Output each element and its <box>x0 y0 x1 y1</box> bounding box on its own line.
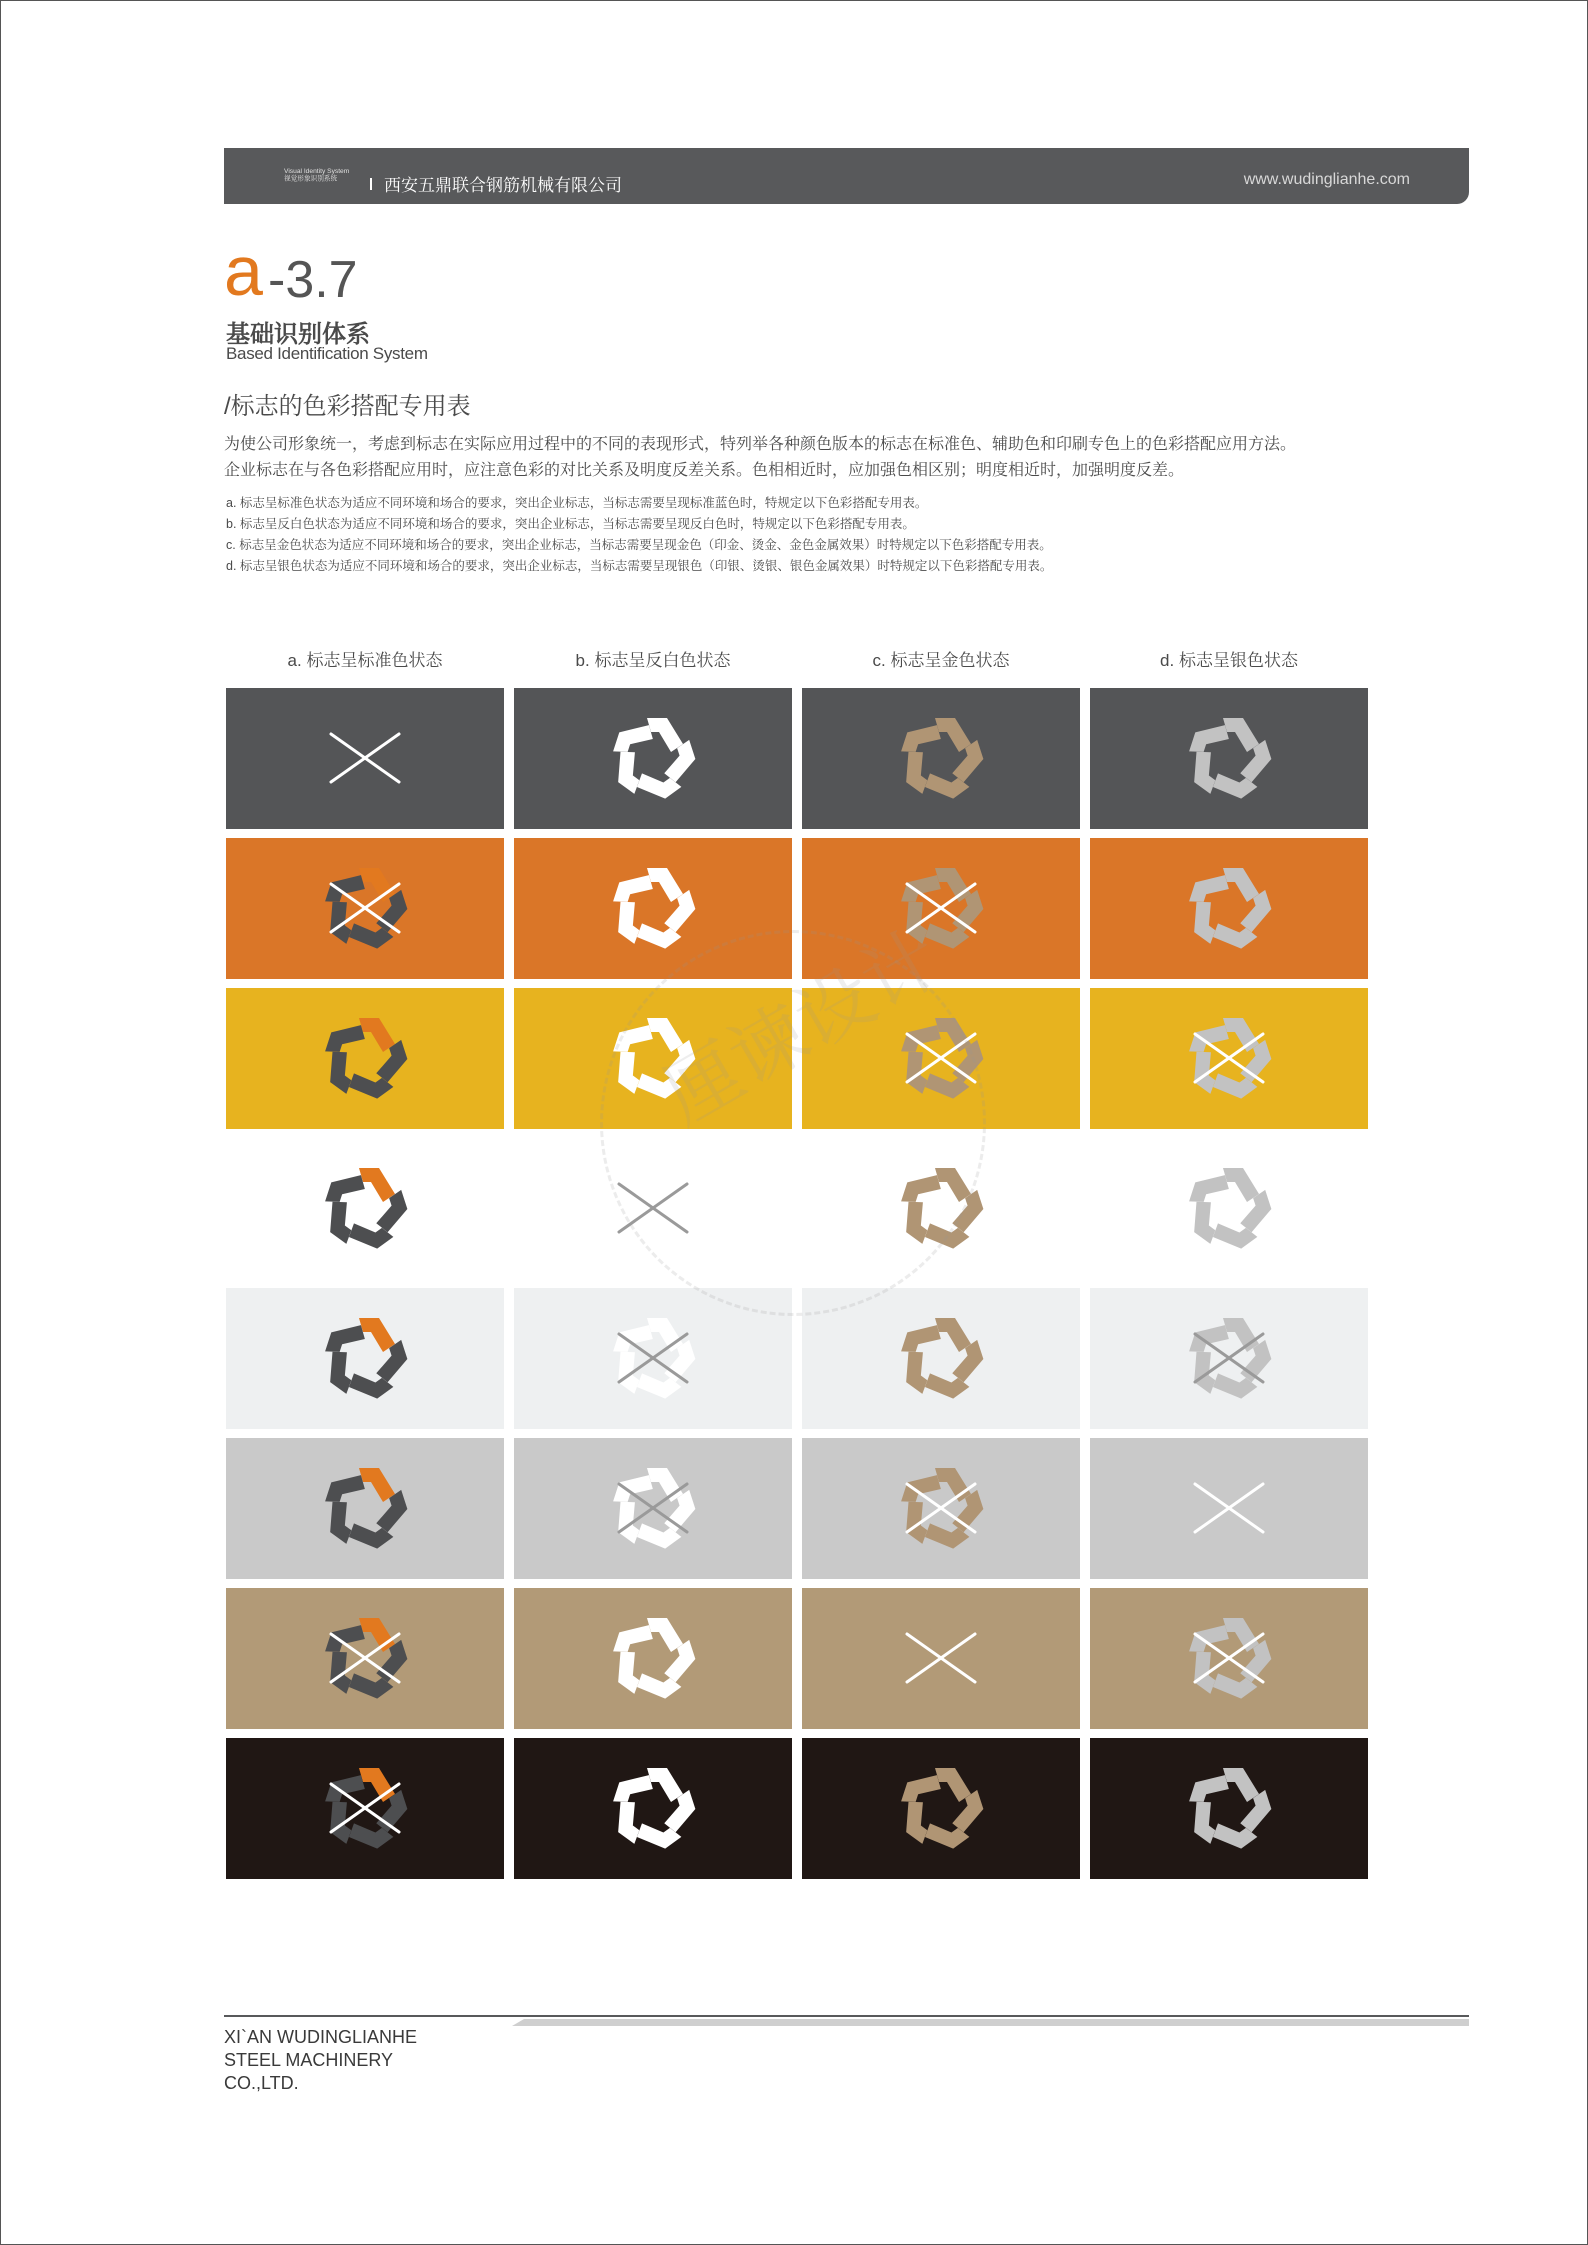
star-logo-icon <box>1181 1317 1276 1408</box>
footer-company <box>224 2026 417 2095</box>
footer-line: STEEL MACHINERY <box>224 2050 394 2070</box>
swatch-graphic <box>514 1588 792 1729</box>
header-system-label <box>284 168 349 183</box>
notes-list <box>226 493 1426 577</box>
star-logo-icon <box>1181 1167 1276 1258</box>
cross-out-icon <box>1195 1484 1263 1532</box>
logo-blade <box>1223 1318 1259 1352</box>
logo-blade <box>1223 1018 1259 1052</box>
swatch-cell <box>802 988 1080 1129</box>
section-letter: a <box>224 232 263 310</box>
swatch-cell <box>226 1738 504 1879</box>
swatch-cell <box>1090 1288 1368 1429</box>
swatch-graphic <box>802 838 1080 979</box>
logo-blade <box>935 1168 971 1202</box>
logo-blade <box>1223 868 1259 902</box>
swatch-graphic <box>226 688 504 829</box>
column-header-white: b. 标志呈反白色状态 <box>575 651 731 670</box>
logo-blade <box>359 1468 395 1502</box>
swatch-cell <box>226 1438 504 1579</box>
header-system-en: Visual Identity System <box>284 168 350 175</box>
swatch-cell <box>226 1288 504 1429</box>
star-logo-icon <box>893 1767 988 1858</box>
swatch-graphic <box>514 988 792 1129</box>
swatch-graphic <box>1090 688 1368 829</box>
header-divider <box>370 178 372 190</box>
swatch-cell <box>514 838 792 979</box>
header-website-url[interactable]: www.wudinglianhe.com <box>1243 171 1410 188</box>
star-logo-icon <box>317 1167 412 1258</box>
star-logo-icon <box>605 1317 700 1408</box>
swatch-cell <box>514 1588 792 1729</box>
swatch-cell <box>514 1288 792 1429</box>
star-logo-icon <box>605 1467 700 1558</box>
star-logo-icon <box>893 867 988 958</box>
logo-blade <box>1223 1768 1259 1802</box>
swatch-cell <box>226 988 504 1129</box>
star-logo-icon <box>605 1767 700 1858</box>
star-logo-icon <box>605 867 700 958</box>
cross-out-icon <box>907 1634 975 1682</box>
logo-blade <box>359 1318 395 1352</box>
logo-blade <box>1223 1168 1259 1202</box>
logo-blade <box>359 1018 395 1052</box>
swatch-graphic <box>1090 838 1368 979</box>
logo-blade <box>647 1468 683 1502</box>
swatch-graphic <box>514 1738 792 1879</box>
star-logo-icon <box>317 867 412 958</box>
column-header-gold: c. 标志呈金色状态 <box>872 651 1010 670</box>
swatch-graphic <box>226 838 504 979</box>
note-item: b. 标志呈反白色状态为适应不同环境和场合的要求，突出企业标志，当标志需要呈现反白色时，特规定以下色彩搭配专用表。 <box>226 517 915 531</box>
column-header-silver: d. 标志呈银色状态 <box>1160 651 1298 670</box>
swatch-graphic <box>802 988 1080 1129</box>
swatch-cell <box>1090 688 1368 829</box>
swatch-graphic <box>802 688 1080 829</box>
swatch-cell <box>802 1588 1080 1729</box>
color-matrix <box>226 688 1369 1879</box>
swatch-graphic <box>802 1288 1080 1429</box>
swatch-cell <box>1090 1738 1368 1879</box>
section-title-cn: 基础识别体系 <box>226 321 370 348</box>
note-item: a. 标志呈标准色状态为适应不同环境和场合的要求，突出企业标志，当标志需要呈现标准蓝色时，特规定以下色彩搭配专用表。 <box>226 496 928 510</box>
header-bar <box>224 148 1469 204</box>
swatch-graphic <box>1090 1738 1368 1879</box>
logo-blade <box>935 1768 971 1802</box>
swatch-cell <box>802 1288 1080 1429</box>
note-item: c. 标志呈金色状态为适应不同环境和场合的要求，突出企业标志，当标志需要呈现金色（印金、烫金、金色金属效果）时特规定以下色彩搭配专用表。 <box>226 538 1052 552</box>
section-title-en: Based Identification System <box>226 344 428 363</box>
cross-out-icon <box>619 1184 687 1232</box>
swatch-graphic <box>226 1438 504 1579</box>
intro-paragraph <box>224 432 1424 484</box>
swatch-cell <box>514 688 792 829</box>
logo-blade <box>647 718 683 752</box>
swatch-cell <box>226 688 504 829</box>
logo-blade <box>1223 718 1259 752</box>
swatch-cell <box>802 1138 1080 1279</box>
swatch-graphic <box>226 988 504 1129</box>
swatch-cell <box>1090 1138 1368 1279</box>
swatch-cell <box>514 1438 792 1579</box>
swatch-cell <box>1090 988 1368 1129</box>
star-logo-icon <box>317 1767 412 1858</box>
swatch-graphic <box>226 1138 504 1279</box>
header-company-name: 西安五鼎联合钢筋机械有限公司 <box>384 176 622 195</box>
swatch-graphic <box>514 1288 792 1429</box>
swatch-graphic <box>514 1438 792 1579</box>
star-logo-icon <box>317 1467 412 1558</box>
swatch-graphic <box>1090 1288 1368 1429</box>
star-logo-icon <box>317 1617 412 1708</box>
star-logo-icon <box>893 1017 988 1108</box>
swatch-graphic <box>226 1588 504 1729</box>
logo-blade <box>359 868 395 902</box>
footer-rule <box>224 2015 1469 2017</box>
logo-blade <box>647 1018 683 1052</box>
star-logo-icon <box>605 1617 700 1708</box>
star-logo-icon <box>317 1017 412 1108</box>
logo-blade <box>1223 1618 1259 1652</box>
logo-blade <box>647 1618 683 1652</box>
swatch-cell <box>802 688 1080 829</box>
swatch-graphic <box>514 688 792 829</box>
swatch-cell <box>226 1138 504 1279</box>
swatch-cell <box>1090 838 1368 979</box>
swatch-cell <box>514 1138 792 1279</box>
logo-blade <box>935 718 971 752</box>
star-logo-icon <box>893 717 988 808</box>
logo-blade <box>359 1168 395 1202</box>
logo-blade <box>647 1318 683 1352</box>
header-system-cn: 视觉形象识别系统 <box>284 175 338 183</box>
swatch-graphic <box>226 1288 504 1429</box>
star-logo-icon <box>605 1017 700 1108</box>
star-logo-icon <box>893 1317 988 1408</box>
star-logo-icon <box>1181 1767 1276 1858</box>
swatch-cell <box>514 1738 792 1879</box>
swatch-graphic <box>514 1138 792 1279</box>
swatch-graphic <box>514 838 792 979</box>
footer-line: CO.,LTD. <box>224 2073 299 2093</box>
section-number: -3.7 <box>268 251 358 309</box>
star-logo-icon <box>1181 1617 1276 1708</box>
swatch-cell <box>1090 1438 1368 1579</box>
footer-line: XI`AN WUDINGLIANHE <box>224 2027 418 2047</box>
swatch-cell <box>802 1738 1080 1879</box>
logo-blade <box>647 1768 683 1802</box>
cross-out-icon <box>331 734 399 782</box>
intro-line: 为使公司形象统一，考虑到标志在实际应用过程中的不同的表现形式，特列举各种颜色版本的标志在标准色、辅助色和印刷专色上的色彩搭配应用方法。 <box>224 436 1297 453</box>
note-item: d. 标志呈银色状态为适应不同环境和场合的要求，突出企业标志，当标志需要呈现银色（印银、烫银、银色金属效果）时特规定以下色彩搭配专用表。 <box>226 559 1053 573</box>
logo-blade <box>935 1468 971 1502</box>
footer-accent-bar <box>512 2019 1469 2026</box>
star-logo-icon <box>893 1467 988 1558</box>
swatch-graphic <box>802 1588 1080 1729</box>
star-logo-icon <box>1181 1017 1276 1108</box>
swatch-graphic <box>802 1738 1080 1879</box>
column-header-standard: a. 标志呈标准色状态 <box>287 651 443 670</box>
logo-blade <box>935 1018 971 1052</box>
page-subtitle: /标志的色彩搭配专用表 <box>224 393 471 420</box>
star-logo-icon <box>605 717 700 808</box>
swatch-cell <box>226 838 504 979</box>
swatch-graphic <box>1090 1138 1368 1279</box>
swatch-cell <box>802 1438 1080 1579</box>
logo-blade <box>935 868 971 902</box>
swatch-graphic <box>1090 988 1368 1129</box>
swatch-graphic <box>226 1738 504 1879</box>
swatch-cell <box>802 838 1080 979</box>
swatch-cell <box>1090 1588 1368 1729</box>
intro-line: 企业标志在与各色彩搭配应用时，应注意色彩的对比关系及明度反差关系。色相相近时，应加强色相区别；明度相近时，加强明度反差。 <box>224 462 1185 479</box>
star-logo-icon <box>1181 867 1276 958</box>
logo-blade <box>359 1618 395 1652</box>
swatch-cell <box>226 1588 504 1729</box>
logo-blade <box>935 1318 971 1352</box>
swatch-cell <box>514 988 792 1129</box>
logo-blade <box>647 868 683 902</box>
swatch-graphic <box>1090 1438 1368 1579</box>
swatch-graphic <box>802 1138 1080 1279</box>
star-logo-icon <box>1181 717 1276 808</box>
swatch-graphic <box>802 1438 1080 1579</box>
star-logo-icon <box>893 1167 988 1258</box>
logo-blade <box>359 1768 395 1802</box>
swatch-graphic <box>1090 1588 1368 1729</box>
star-logo-icon <box>317 1317 412 1408</box>
